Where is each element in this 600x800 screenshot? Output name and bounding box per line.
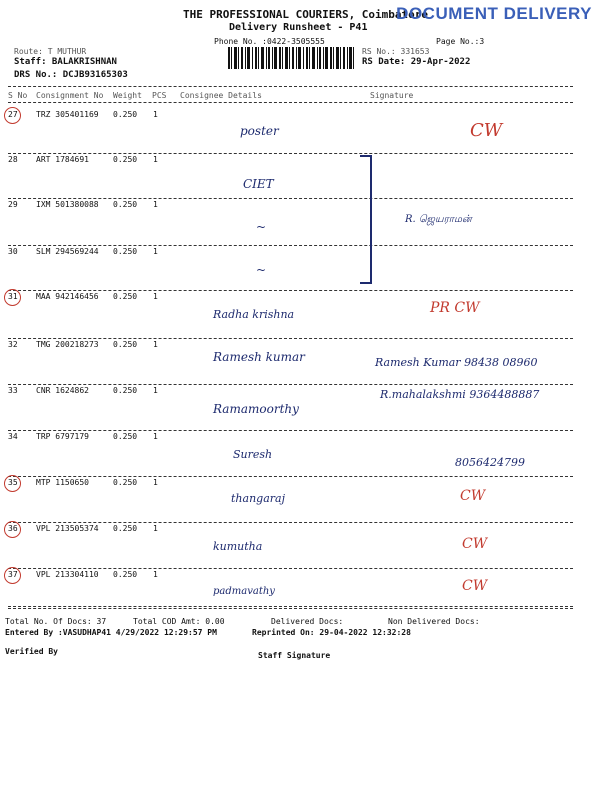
col-consignee: Consignee Details	[180, 91, 262, 100]
staff-label: Staff: BALAKRISHNAN	[14, 57, 117, 67]
signature-handwritten: CW	[460, 488, 486, 504]
serial-number: 28	[8, 155, 18, 164]
weight-value: 0.250	[113, 524, 138, 533]
col-pcs: PCS	[152, 91, 167, 100]
pieces-value: 1	[153, 524, 158, 533]
consignment-number: TRP 6797179	[36, 432, 89, 441]
signature-handwritten: CW	[462, 578, 488, 594]
entered-by: Entered By :VASUDHAP41 4/29/2022 12:29:57 PM	[5, 628, 217, 637]
row-divider	[8, 384, 573, 385]
consignment-number: MTP 1150650	[36, 478, 89, 487]
consignee-handwritten: Suresh	[233, 448, 273, 461]
serial-number: 31	[8, 292, 18, 301]
consignment-number: ART 1784691	[36, 155, 89, 164]
consignment-number: TRZ 305401169	[36, 110, 99, 119]
consignee-handwritten: poster	[240, 124, 279, 138]
row-divider	[8, 153, 573, 154]
row-divider	[8, 522, 573, 523]
row-divider	[8, 245, 573, 246]
serial-number: 32	[8, 340, 18, 349]
col-weight: Weight	[113, 91, 142, 100]
weight-value: 0.250	[113, 432, 138, 441]
serial-number: 27	[8, 110, 18, 119]
weight-value: 0.250	[113, 292, 138, 301]
delivered-docs: Delivered Docs:	[271, 617, 344, 626]
signature-handwritten: CW	[462, 536, 488, 552]
pieces-value: 1	[153, 478, 158, 487]
pieces-value: 1	[153, 292, 158, 301]
col-consignment: Consignment No	[36, 91, 104, 100]
signature-handwritten: Ramesh Kumar 98438 08960	[375, 356, 538, 369]
weight-value: 0.250	[113, 110, 138, 119]
weight-value: 0.250	[113, 155, 138, 164]
weight-value: 0.250	[113, 200, 138, 209]
staff-signature-label: Staff Signature	[258, 651, 331, 660]
pieces-value: 1	[153, 110, 158, 119]
serial-number: 37	[8, 570, 18, 579]
pieces-value: 1	[153, 340, 158, 349]
consignee-handwritten: Ramesh kumar	[213, 350, 305, 364]
serial-number: 36	[8, 524, 18, 533]
serial-number: 30	[8, 247, 18, 256]
route-label: Route: T MUTHUR	[14, 47, 87, 56]
row-divider	[8, 290, 573, 291]
divider	[8, 86, 573, 87]
verified-by: Verified By	[5, 647, 58, 656]
row-divider	[8, 430, 573, 431]
consignment-number: SLM 294569244	[36, 247, 99, 256]
pieces-value: 1	[153, 570, 158, 579]
consignee-handwritten: kumutha	[213, 540, 263, 553]
consignment-number: TMG 200218273	[36, 340, 99, 349]
signature-handwritten: PR CW	[430, 300, 480, 316]
row-divider	[8, 476, 573, 477]
col-signature: Signature	[370, 91, 414, 100]
bracket-mark	[360, 155, 372, 284]
col-sno: S No	[8, 91, 28, 100]
document-delivery-stamp: DOCUMENT DELIVERY	[396, 4, 592, 23]
consignee-handwritten: ~	[256, 263, 267, 277]
pieces-value: 1	[153, 247, 158, 256]
pieces-value: 1	[153, 155, 158, 164]
consignee-handwritten: Ramamoorthy	[213, 402, 299, 416]
serial-number: 33	[8, 386, 18, 395]
consignee-handwritten: ~	[256, 220, 267, 234]
serial-number: 35	[8, 478, 18, 487]
row-divider	[8, 606, 573, 607]
company-title: THE PROFESSIONAL COURIERS, Coimbatore	[183, 8, 429, 21]
weight-value: 0.250	[113, 478, 138, 487]
weight-value: 0.250	[113, 247, 138, 256]
non-delivered-docs: Non Delivered Docs:	[388, 617, 480, 626]
row-divider	[8, 568, 573, 569]
weight-value: 0.250	[113, 570, 138, 579]
consignment-number: MAA 942146456	[36, 292, 99, 301]
signature-handwritten: CW	[470, 120, 503, 141]
serial-number: 34	[8, 432, 18, 441]
pieces-value: 1	[153, 386, 158, 395]
rs-number: RS No.: 331653	[362, 47, 430, 56]
divider	[8, 102, 573, 103]
consignee-handwritten: padmavathy	[213, 586, 275, 597]
weight-value: 0.250	[113, 386, 138, 395]
signature-handwritten: 8056424799	[455, 456, 525, 469]
total-cod: Total COD Amt: 0.00	[133, 617, 225, 626]
rs-date: RS Date: 29-Apr-2022	[362, 57, 471, 67]
consignee-handwritten: thangaraj	[231, 492, 285, 505]
pieces-value: 1	[153, 200, 158, 209]
serial-number: 29	[8, 200, 18, 209]
barcode	[228, 47, 354, 69]
reprinted-on: Reprinted On: 29-04-2022 12:32:28	[252, 628, 411, 637]
consignment-number: CNR 1624862	[36, 386, 89, 395]
consignment-number: IXM 501380088	[36, 200, 99, 209]
consignment-number: VPL 213505374	[36, 524, 99, 533]
signature-handwritten: R.mahalakshmi 9364488887	[380, 388, 540, 401]
phone-number: Phone No. :0422-3505555	[214, 37, 325, 46]
weight-value: 0.250	[113, 340, 138, 349]
pieces-value: 1	[153, 432, 158, 441]
consignee-handwritten: Radha krishna	[213, 308, 295, 321]
row-divider	[8, 338, 573, 339]
consignee-handwritten: CIET	[243, 177, 274, 191]
drs-number: DRS No.: DCJB93165303	[14, 70, 128, 80]
row-divider	[8, 198, 573, 199]
runsheet-title: Delivery Runsheet - P41	[229, 22, 368, 33]
total-docs: Total No. Of Docs: 37	[5, 617, 107, 626]
page-number: Page No.:3	[436, 37, 485, 46]
divider	[8, 608, 573, 609]
signature-handwritten: R. ஜெயராமன்	[405, 214, 472, 225]
consignment-number: VPL 213304110	[36, 570, 99, 579]
